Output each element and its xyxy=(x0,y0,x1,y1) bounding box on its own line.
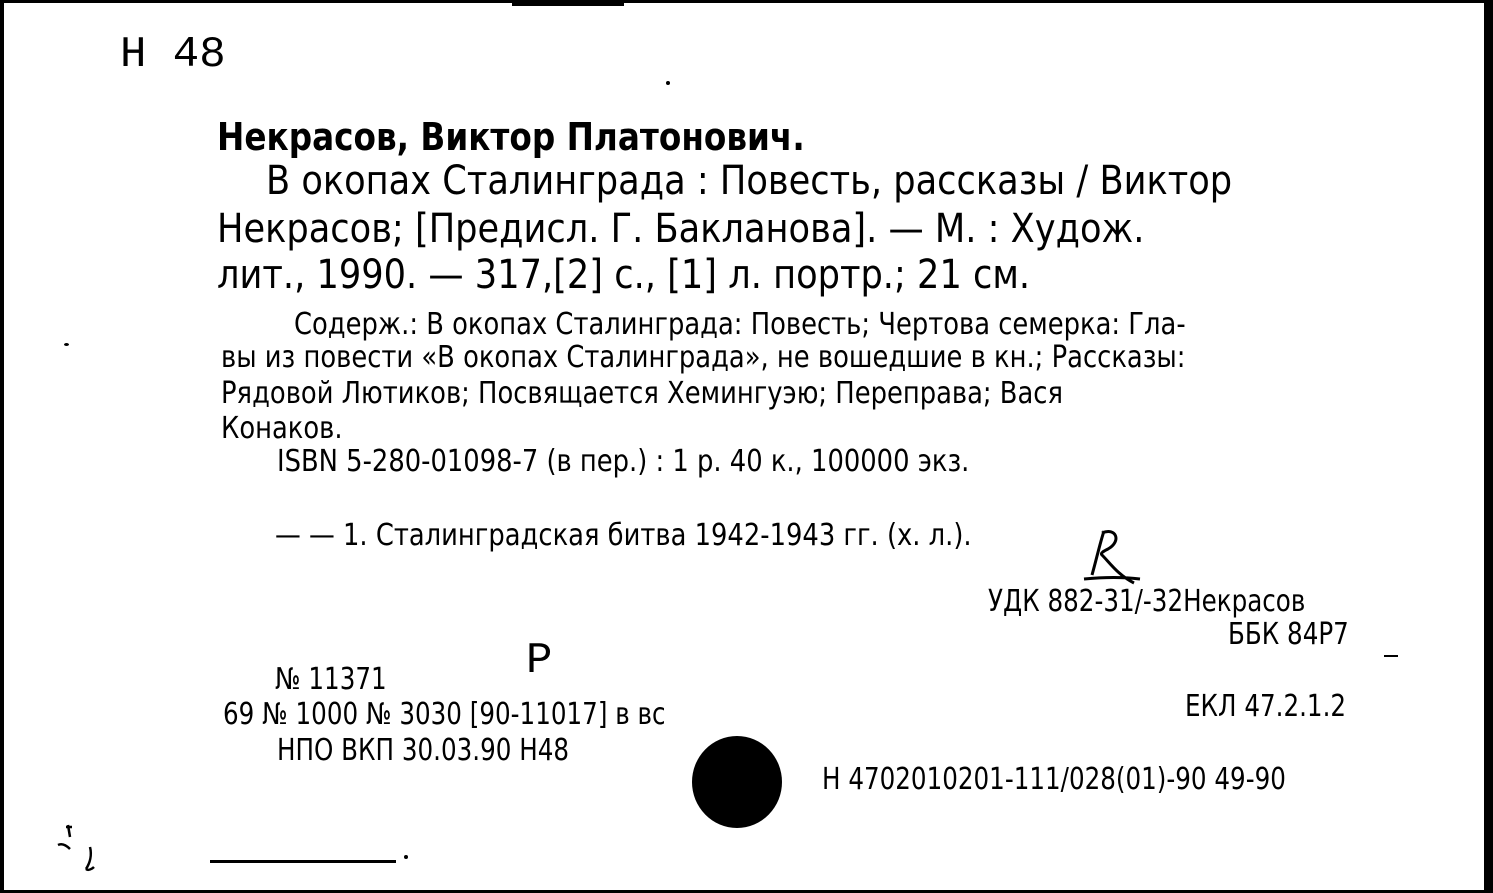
contents-line: Конаков. xyxy=(221,411,343,446)
contents-line: Рядовой Лютиков; Посвящается Хемингуэю; Переправа; Вася xyxy=(221,376,1064,411)
punch-hole xyxy=(692,736,782,828)
speck-dot xyxy=(404,855,408,859)
contents-line: вы из повести «В окопах Сталинграда», не вошедшие в кн.; Рассказы: xyxy=(221,340,1186,375)
udk-classification: УДК 882-31/-32Некрасов xyxy=(988,584,1306,619)
ekl-code: ЕКЛ 47.2.1.2 xyxy=(1185,689,1347,724)
title-line: В окопах Сталинграда : Повесть, рассказы / Виктор xyxy=(266,158,1233,204)
title-line: лит., 1990. — 317,[2] с., [1] л. портр.; 21 см. xyxy=(217,252,1031,298)
ink-speck-icon xyxy=(40,815,110,885)
contents-line: Содерж.: В окопах Сталинграда: Повесть; Чертова семерка: Гла- xyxy=(294,307,1186,342)
bottom-rule xyxy=(210,860,396,863)
isbn-line: ISBN 5-280-01098-7 (в пер.) : 1 р. 40 к., 100000 экз. xyxy=(277,444,970,479)
call-number: Н 48 xyxy=(120,30,226,80)
order-line: 69 № 1000 № 3030 [90-11017] в вс xyxy=(223,697,666,732)
author-heading: Некрасов, Виктор Платонович. xyxy=(217,115,805,159)
bbk-underline xyxy=(1384,655,1398,657)
top-rule xyxy=(512,3,624,6)
title-line: Некрасов; [Предисл. Г. Бакланова]. — М. : Худож. xyxy=(217,206,1145,252)
record-number: № 11371 xyxy=(275,662,387,697)
price-code: Н 4702010201-111/028(01)-90 49-90 xyxy=(822,762,1286,797)
subject-heading: — — 1. Сталинградская битва 1942-1943 гг. (х. л.). xyxy=(275,518,972,553)
handwritten-mark-icon xyxy=(1074,523,1144,593)
bbk-classification: ББК 84Р7 xyxy=(1228,617,1349,652)
speck-dot xyxy=(64,343,69,346)
mark-r: Р xyxy=(526,636,553,686)
speck-dot xyxy=(666,81,670,85)
printer-line: НПО ВКП 30.03.90 Н48 xyxy=(277,733,570,768)
